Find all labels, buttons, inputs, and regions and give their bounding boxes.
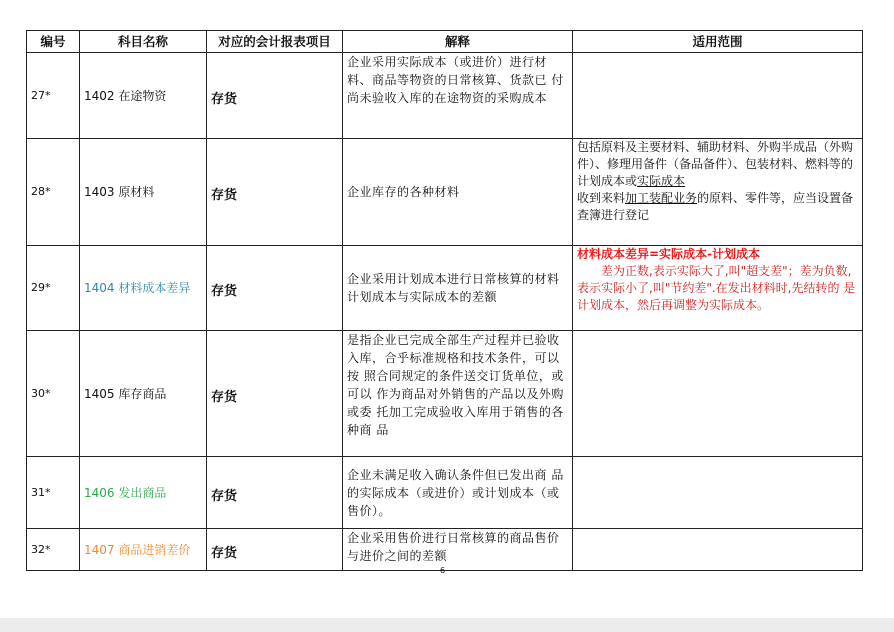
- report-item: 存货: [207, 529, 343, 571]
- scope-text: 件）、修理用备件（备品备件）、包装材料、燃料等的: [577, 157, 854, 171]
- scope-line: [577, 156, 858, 190]
- scope-underlined: 加工装配业务: [625, 191, 698, 205]
- row-number: 31*: [27, 457, 80, 529]
- scope-line: 包括原料及主要材料、辅助材料、外购半成品（外购: [577, 140, 854, 154]
- page-number: 6: [440, 566, 446, 575]
- subject-name: 1405 库存商品: [80, 331, 207, 457]
- row-number: 32*: [27, 529, 80, 571]
- report-item: 存货: [207, 331, 343, 457]
- header-subject-name: 科目名称: [80, 31, 207, 53]
- row-number: 28*: [27, 139, 80, 246]
- header-scope: 适用范围: [573, 31, 863, 53]
- scope: [573, 457, 863, 529]
- scope: [573, 53, 863, 139]
- table-row: [27, 529, 863, 571]
- scope-formula: 材料成本差异=实际成本-计划成本: [577, 247, 761, 261]
- table-header-row: [27, 31, 863, 53]
- header-explanation: 解释: [343, 31, 573, 53]
- explanation: 企业采用售价进行日常核算的商品售价与进价之间的差额: [343, 529, 573, 571]
- report-item: 存货: [207, 457, 343, 529]
- report-item: 存货: [207, 246, 343, 331]
- report-item: 存货: [207, 53, 343, 139]
- table-row: [27, 246, 863, 331]
- scope-text: 的原料、零件等，应当设置备 查簿进行登记: [577, 191, 854, 222]
- scope-line: [577, 190, 858, 224]
- subject-name: 1402 在途物资: [80, 53, 207, 139]
- header-number: 编号: [27, 31, 80, 53]
- table-row: [27, 457, 863, 529]
- row-number: 29*: [27, 246, 80, 331]
- table-row: [27, 139, 863, 246]
- row-number: 27*: [27, 53, 80, 139]
- scope-text: 计划成本或: [577, 174, 638, 188]
- scope-text: 收到来料: [577, 191, 626, 205]
- subject-name: 1404 材料成本差异: [80, 246, 207, 331]
- row-number: 30*: [27, 331, 80, 457]
- subject-name: 1406 发出商品: [80, 457, 207, 529]
- report-item: 存货: [207, 139, 343, 246]
- header-report-item: 对应的会计报表项目: [207, 31, 343, 53]
- page-bottom-margin: [0, 618, 894, 632]
- scope-underlined: 实际成本: [637, 174, 686, 188]
- accounting-subjects-table: [26, 30, 863, 571]
- explanation: 企业采用实际成本（或进价）进行材料、商品等物资的日常核算、货款已 付尚未验收入库的在途物资的采购成本: [343, 53, 573, 139]
- explanation: 是指企业已完成全部生产过程并已验收入库，合乎标准规格和技术条件，可以按 照合同规定的条件送交订货单位，或可以 作为商品对外销售的产品以及外购或委 托加工完成验收入库用于销售的各种商 品: [343, 331, 573, 457]
- explanation: 企业库存的各种材料: [343, 139, 573, 246]
- explanation: 企业未满足收入确认条件但已发出商 品的实际成本（或进价）或计划成本（或售价）。: [343, 457, 573, 529]
- table-row: [27, 53, 863, 139]
- scope: [573, 529, 863, 571]
- scope: [573, 331, 863, 457]
- scope: [573, 139, 863, 246]
- table-row: [27, 331, 863, 457]
- scope: [573, 246, 863, 331]
- explanation: 企业采用计划成本进行日常核算的材料计划成本与实际成本的差额: [343, 246, 573, 331]
- subject-name: 1407 商品进销差价: [80, 529, 207, 571]
- scope-note: 差为正数,表示实际大了,叫"超支差"；差为负数,表示实际小了,叫"节约差".在发出材料时,先结转的 是计划成本，然后再调整为实际成本。: [577, 264, 856, 312]
- subject-name: 1403 原材料: [80, 139, 207, 246]
